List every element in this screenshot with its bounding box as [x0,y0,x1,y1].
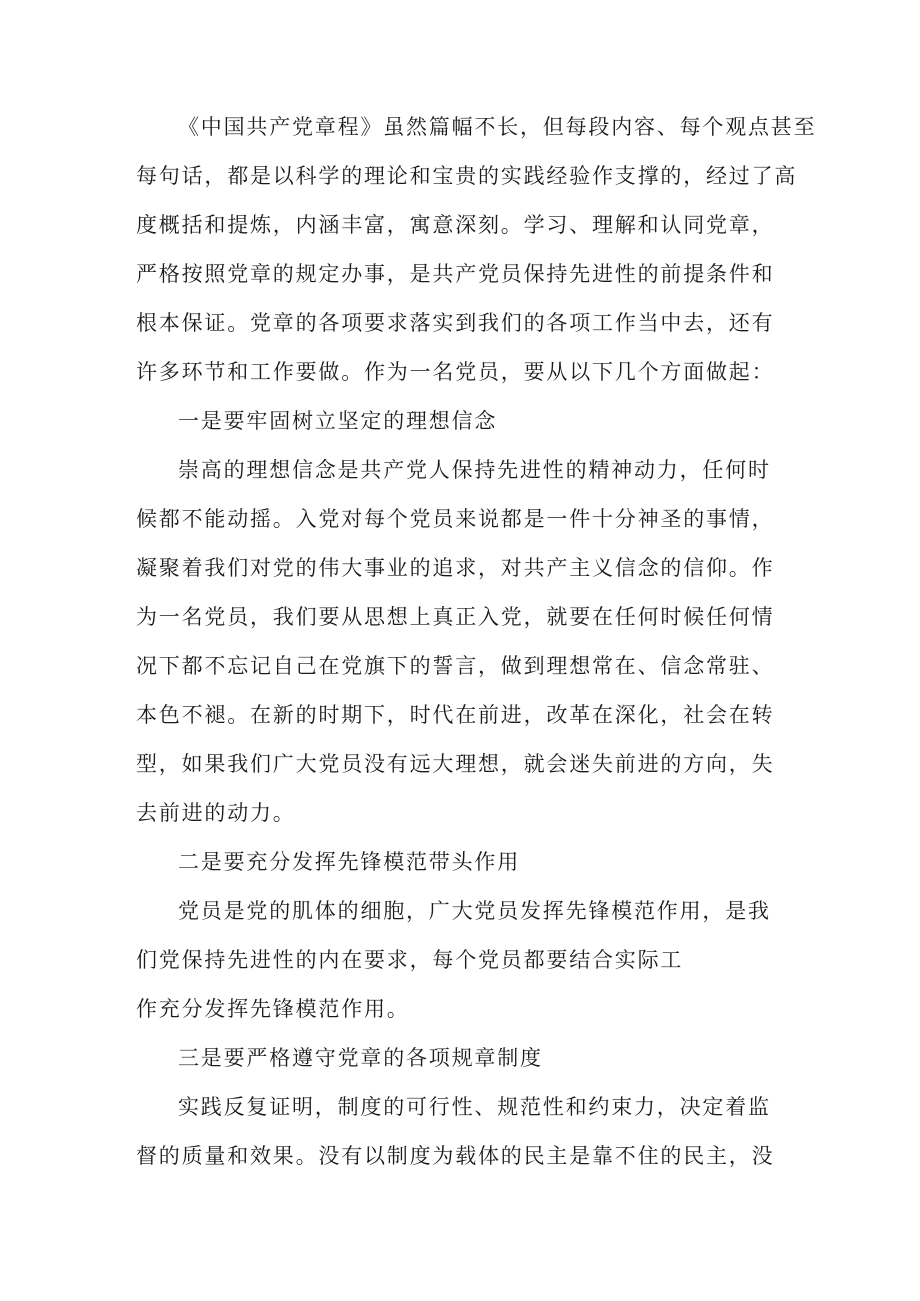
intro-paragraph [136,103,817,397]
section-heading-3 [136,1034,790,1083]
text-line: 实践反复证明，制度的可行性、规范性和约束力，决定着监 [178,1095,771,1119]
text-line: 度概括和提炼，内涵丰富，寓意深刻。学习、理解和认同党章， [136,213,775,237]
text-line: 督的质量和效果。没有以制度为载体的民主是靠不住的民主，没 [136,1144,775,1168]
document-body [136,103,817,1181]
heading-text: 三是要严格遵守党章的各项规章制度 [178,1046,543,1070]
text-line: 崇高的理想信念是共产党人保持先进性的精神动力，任何时 [178,458,771,482]
text-line: 候都不能动摇。入党对每个党员来说都是一件十分神圣的事情， [136,507,775,531]
text-line: 许多环节和工作要做。作为一名党员，要从以下几个方面做起： [136,360,775,384]
text-line: 党员是党的肌体的细胞，广大党员发挥先锋模范作用，是我 [178,899,771,923]
text-line: 作充分发挥先锋模范作用。 [136,997,410,1021]
section-heading-2 [136,838,790,887]
text-line: 《中国共产党章程》虽然篇幅不长，但每段内容、每个观点甚至 [178,115,817,139]
text-line: 况下都不忘记自己在党旗下的誓言，做到理想常在、信念常驻、 [136,654,775,678]
text-line: 每句话，都是以科学的理论和宝贵的实践经验作支撑的，经过了高 [136,164,798,188]
text-line: 型，如果我们广大党员没有远大理想，就会迷失前进的方向，失 [136,752,775,776]
heading-text: 一是要牢固树立坚定的理想信念 [178,409,498,433]
text-line: 根本保证。党章的各项要求落实到我们的各项工作当中去，还有 [136,311,775,335]
section-1-paragraph [136,446,790,838]
text-line: 严格按照党章的规定办事，是共产党员保持先进性的前提条件和 [136,262,775,286]
text-line: 为一名党员，我们要从思想上真正入党，就要在任何时候任何情 [136,605,775,629]
text-line: 们党保持先进性的内在要求，每个党员都要结合实际工 [136,948,684,972]
section-heading-1 [136,397,790,446]
text-line: 凝聚着我们对党的伟大事业的追求，对共产主义信念的信仰。作 [136,556,775,580]
heading-text: 二是要充分发挥先锋模范带头作用 [178,850,520,874]
text-line: 本色不褪。在新的时期下，时代在前进，改革在深化，社会在转 [136,703,775,727]
section-2-paragraph [136,887,790,1034]
text-line: 去前进的动力。 [136,801,296,825]
section-3-paragraph [136,1083,790,1181]
